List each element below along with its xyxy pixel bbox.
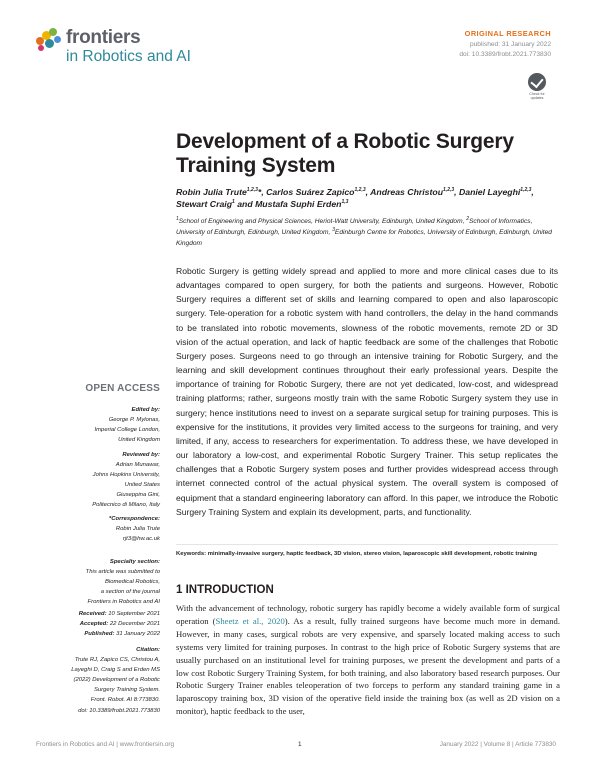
citation-doi[interactable]: doi: 10.3389/frobt.2021.773830 — [78, 707, 160, 714]
author-affil-sup: 1,3 — [341, 199, 349, 206]
correspondence-label: *Correspondence: — [108, 516, 160, 522]
check-for-updates-badge[interactable] — [524, 73, 550, 103]
divider — [176, 544, 558, 545]
author-affil-sup: 1,2,3 — [443, 187, 455, 194]
article-title: Development of a Robotic Surgery Training System — [176, 130, 514, 177]
edited-by — [36, 405, 160, 445]
frontiers-logo-icon — [36, 28, 62, 50]
specialty-line: This article was submitted to — [85, 569, 160, 576]
received-date — [36, 609, 160, 619]
correspondence-email[interactable]: rjt3@hw.ac.uk — [122, 536, 160, 543]
received-value: 10 September 2021 — [108, 611, 160, 617]
author-affil-sup: 1 — [232, 199, 235, 206]
footer-journal-link[interactable]: Frontiers in Robotics and AI | www.frontiersin.org — [36, 741, 175, 748]
reviewed-label: Reviewed by: — [122, 452, 160, 458]
published-date-side — [36, 629, 160, 639]
doi-link[interactable]: doi: 10.3389/frobt.2021.773830 — [459, 51, 551, 58]
editor-line: United Kingdom — [118, 437, 160, 444]
citation-line: Trute RJ, Zapico CS, Christou A, — [74, 657, 160, 664]
correspondence-name: Robin Julia Trute — [115, 526, 160, 533]
keywords-label: Keywords: — [176, 551, 207, 557]
journal-name: in Robotics and AI — [66, 48, 191, 65]
affiliations: $^1$School of Engineering and Physical Sciences, Heriot-Watt University, Edinburgh, United Kingdom, $^2$School of Informatics, University of Edinburgh, Edinburgh, United Kingdom, $^3$Edinburgh Centre for Robotics, University of Edinburgh, Edinburgh, United Kingdom — [176, 215, 552, 248]
reviewer-line: Johns Hopkins University, — [92, 472, 160, 479]
author-name[interactable]: , Stewart Craig — [176, 187, 534, 209]
reviewer-line: Politecnico di Milano, Italy — [92, 502, 160, 509]
intro-part-1: With the advancement of technology, robotic surgery has rapidly become a widely available form of surgical operation ( — [176, 603, 560, 626]
article-dates — [36, 609, 160, 639]
abstract: Robotic Surgery is getting widely spread and applied to more and more clinical cases due to its advantages compared to open surgery, for both the patients and surgeons. However, Robotic Surgery requires a different set of skills and learning compared to open and also laparoscopic surgery. Tele-operation for a robotic system with hand controllers, the delay in the hand commands to be translated into robotic movements, slowness of the robotic movements, remote 2D or 3D vision of the actual operation, and lack of haptic feedback are some of the challenges that Robotic Surgery poses. Surgeons need to go through an intensive training for Robotic Surgery, and the learning and skill development continues throughout their early professional years. Despite the importance of training for Robotic Surgery, there are not yet dedicated, low-cost, and widespread training platforms; rather, surgeons mostly train with the same Robotic Surgery system they use in surgery; hence institutions need to invest on a separate surgical setup for training purposes. This is expensive for the institutions, it provides very limited access to the surgeons for training, and very limited, if any, access to researchers for experimentation. To address these, we have developed in our laboratory a low-cost, and experimental Robotic Surgery Trainer. This setup replicates the challenges that a Robotic Surgery system poses and further provides widespread access through internet connected control of the actual physical system. The overall system is composed of equipment that a standard engineering laboratory can afford. In this paper, we introduce the Robotic Surgery Training System and explain its development, parts, and functionality. — [176, 266, 558, 517]
checkmark-icon — [528, 73, 546, 91]
received-label: Received: — [78, 611, 107, 617]
author-name[interactable]: , Andreas Christou — [365, 187, 444, 197]
keywords-list: minimally-invasive surgery, haptic feedback, 3D vision, stereo vision, laparoscopic skill development, robotic training — [207, 551, 537, 557]
published-value: 31 January 2022 — [116, 631, 160, 638]
correspondence — [36, 514, 160, 544]
footer-volume-info: January 2022 | Volume 8 | Article 773830 — [439, 741, 556, 748]
accepted-label: Accepted: — [79, 621, 109, 628]
specialty-line: Frontiers in Robotics and AI — [87, 599, 160, 606]
open-access-label: OPEN ACCESS — [85, 383, 160, 394]
citation-line: (2022) Development of a Robotic — [73, 677, 160, 684]
accepted-value: 22 December 2021 — [109, 621, 160, 628]
introduction-text — [176, 602, 560, 718]
reviewer-line: Adrian Munawar, — [115, 462, 160, 469]
reviewer-line: Giuseppina Gini, — [116, 492, 160, 499]
author-name[interactable]: , Carlos Suárez Zapico — [261, 187, 355, 197]
author-affil-sup: 1,2,3 — [246, 187, 258, 194]
author-name[interactable]: , Daniel Layeghi — [454, 187, 521, 197]
author-name[interactable]: and Mustafa Suphi Erden — [234, 199, 342, 209]
accepted-date — [36, 619, 160, 629]
citation — [36, 645, 160, 716]
specialty-line: Biomedical Robotics, — [104, 579, 160, 586]
frontiers-logo[interactable] — [36, 26, 206, 66]
citation-link[interactable]: Sheetz et al., 2020 — [215, 615, 285, 626]
specialty-line: a section of the journal — [100, 589, 160, 596]
published-label: Published: — [84, 631, 115, 638]
reviewed-by — [36, 450, 160, 511]
keywords — [176, 549, 558, 560]
logo-name: frontiers — [66, 27, 141, 48]
citation-label: Citation: — [136, 647, 160, 653]
citation-line: Front. Robot. AI 8:773830. — [90, 697, 160, 704]
citation-line: Layeghi D, Craig S and Erden MS — [71, 667, 160, 674]
editor-line: George P. Mylonas, — [108, 417, 160, 424]
author-affil-sup: 1,2,3 — [354, 187, 366, 194]
article-type: ORIGINAL RESEARCH — [464, 29, 551, 38]
author-affil-sup: 1,2,3 — [520, 187, 532, 194]
intro-part-2: ). As a result, fully trained surgeons have become much more in demand. However, in many cases, surgical robots are very expensive, and sparsely located making access to such systems very limited for training purposes. In contrast to the high price of Robotic Surgery systems that are usually purchased on an institutional level for training purposes, we present the development and parts of a low cost Robotic Surgery Training System, for both training, and also laboratory based research purposes. Our Robotic Surgery Trainer enables teleoperation of two forceps to perform any standard training game in a laparoscopy training box, 3D vision of the operative field inside the training box (as well as 2D vision on a monitor), haptic feedback to the user, — [176, 615, 560, 717]
editor-line: Imperial College London, — [94, 427, 160, 434]
affiliation-2: School of Informatics, University of Edinburgh, Edinburgh, United Kingdom, — [176, 218, 533, 237]
affiliation-3: Edinburgh Centre for Robotics, University of Edinburgh, Edinburgh, United Kingdom — [176, 229, 552, 248]
author-name[interactable]: Robin Julia Trute — [176, 187, 247, 197]
specialty-section — [36, 557, 160, 607]
check-updates-label: Check for updates — [529, 92, 545, 101]
citation-line: Surgery Training System. — [93, 687, 160, 694]
affiliation-1: School of Engineering and Physical Sciences, Heriot-Watt University, Edinburgh, United Kingdom, — [178, 218, 467, 225]
section-heading: 1 INTRODUCTION — [176, 584, 274, 596]
author-list: Robin Julia Trute$^{1,2,3}$*, Carlos Suárez Zapico$^{1,2,3}$, Andreas Christou$^{1,2,3}$, Daniel Layeghi$^{1,2,3}$, Stewart Craig$^1$ and Mustafa Suphi Erden$^{1,3}$ — [176, 187, 534, 209]
published-date: published: 31 January 2022 — [469, 41, 551, 48]
specialty-label: Specialty section: — [109, 559, 160, 565]
reviewer-line: United States — [124, 482, 160, 489]
edited-label: Edited by: — [131, 407, 160, 413]
page-number: 1 — [298, 741, 302, 748]
